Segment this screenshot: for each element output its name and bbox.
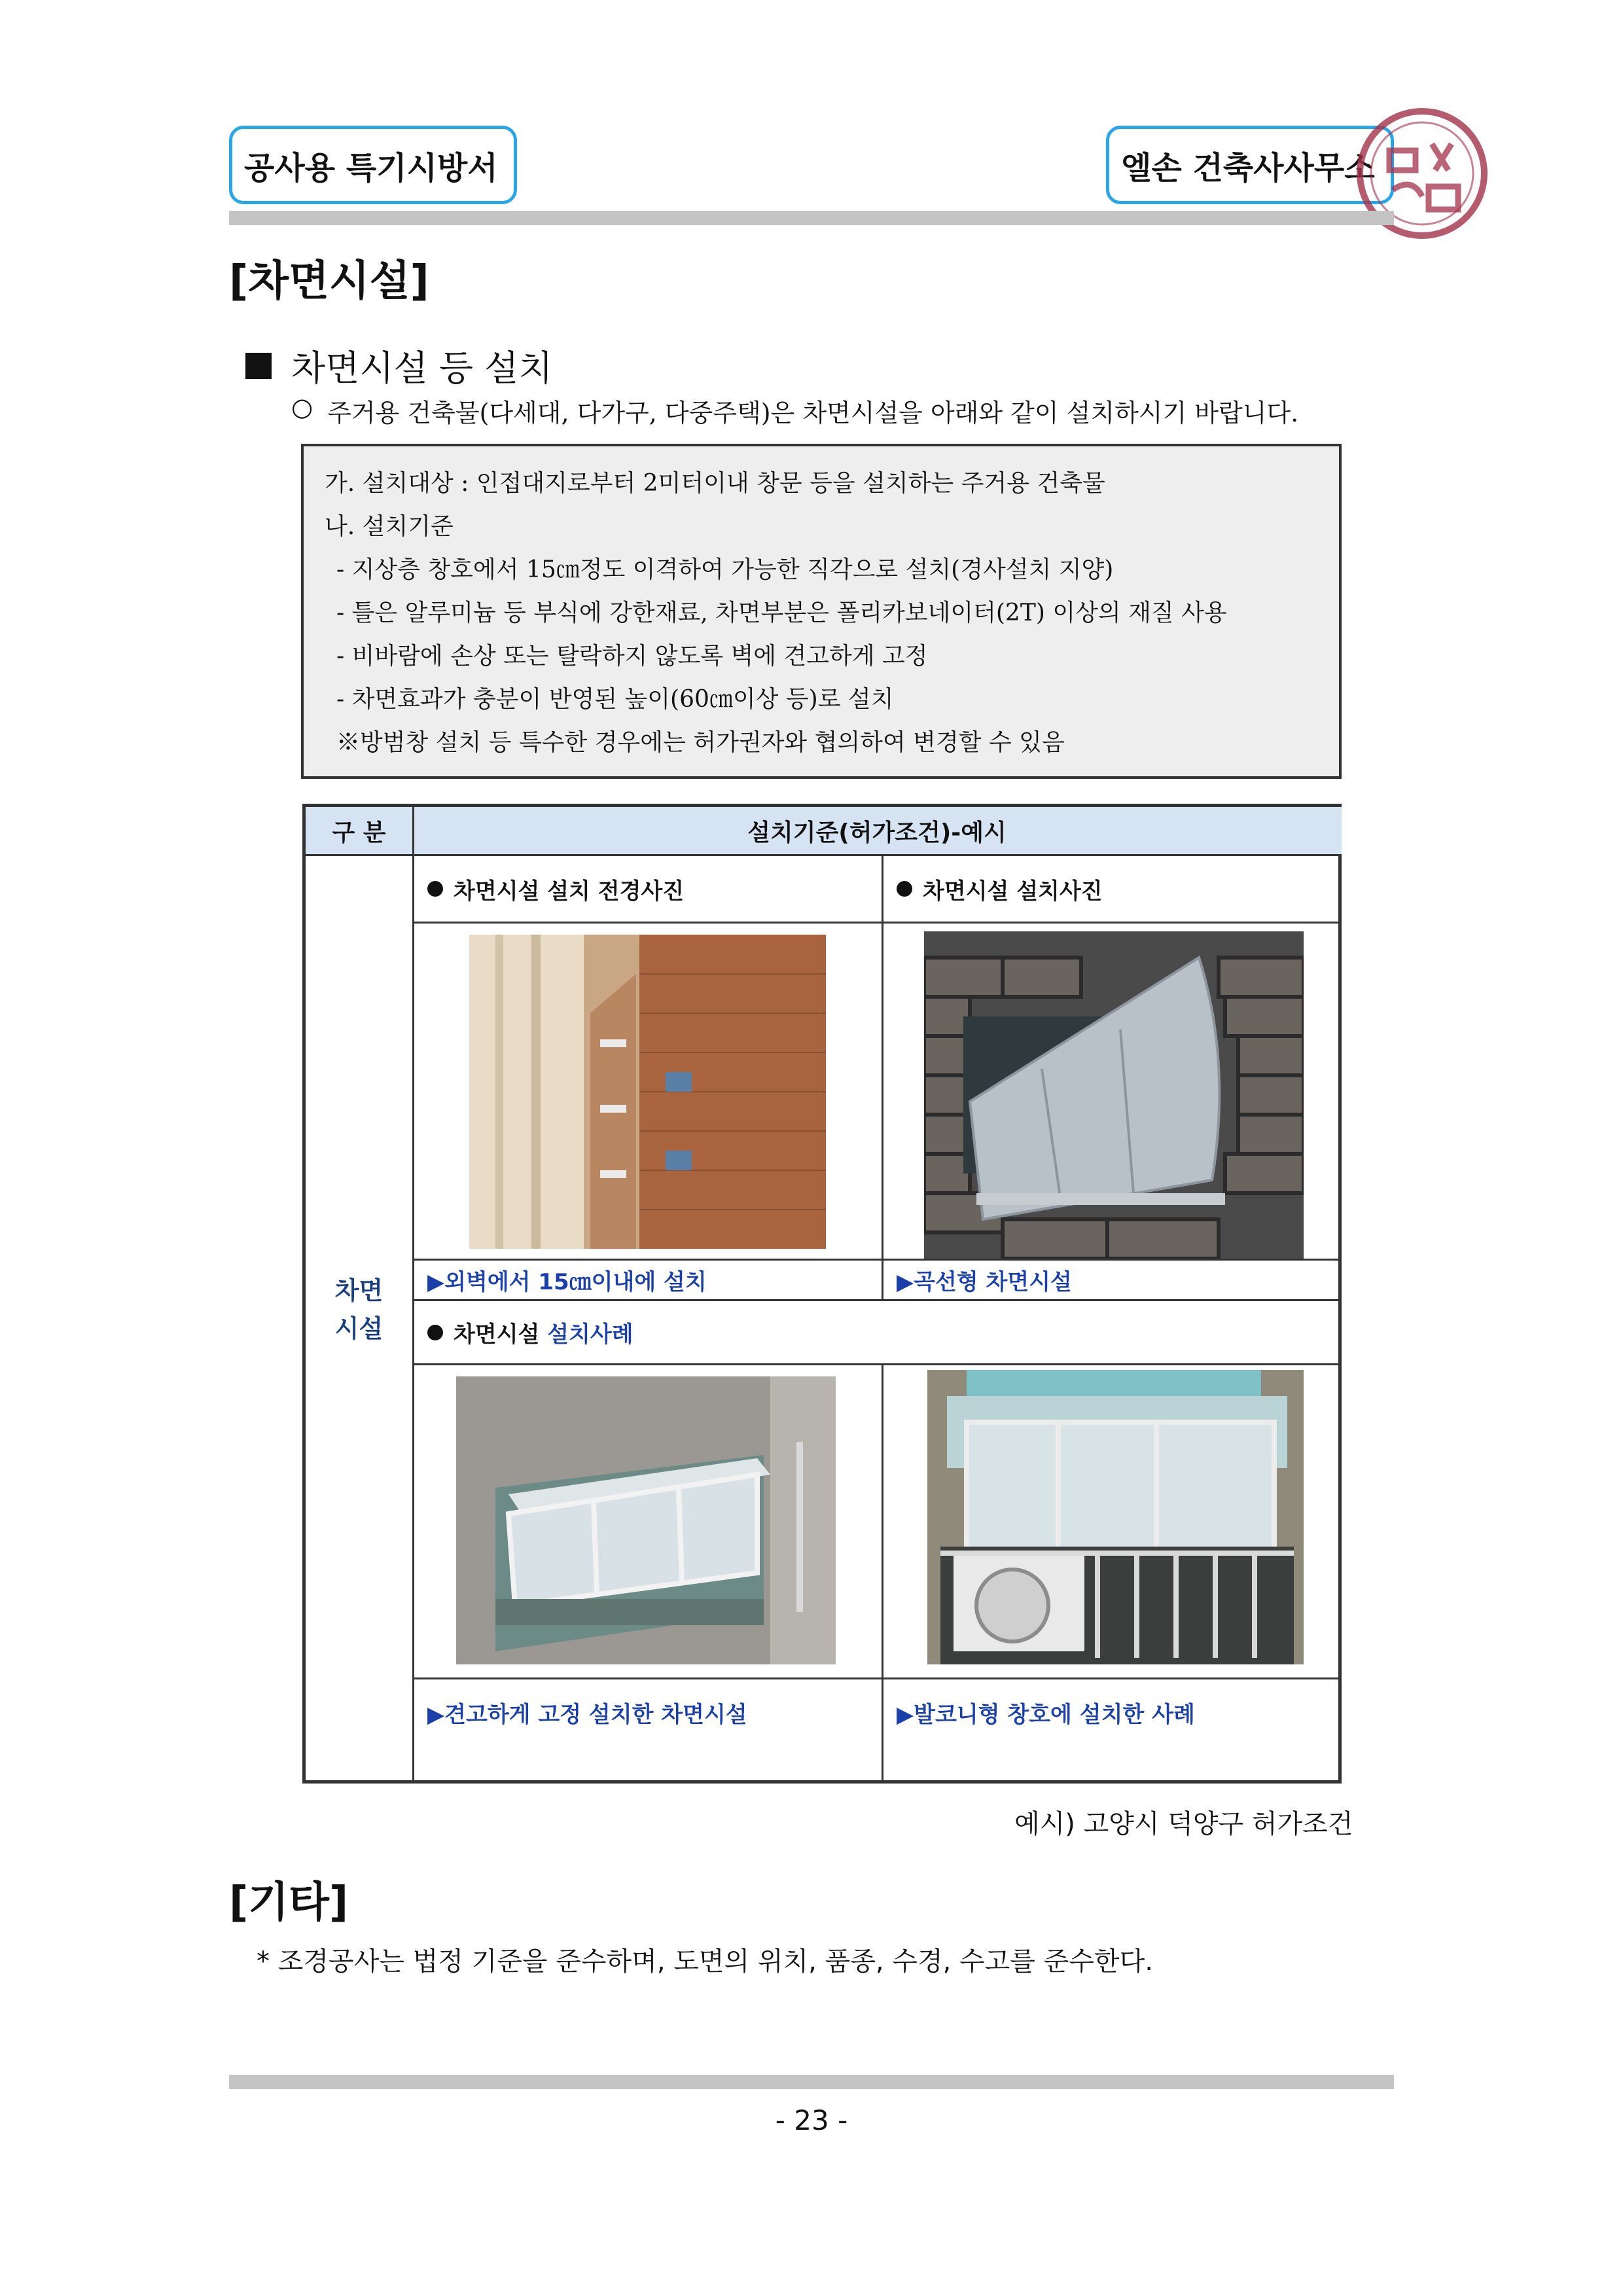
header-left-title-box	[229, 126, 517, 204]
photo-building-gap	[469, 935, 826, 1249]
criteria-line: - 지상층 창호에서 15㎝정도 이격하여 가능한 직각으로 설치(경사설치 지양)	[336, 556, 1114, 583]
intro-text: 주거용 건축물(다세대, 다가구, 다중주택)은 차면시설을 아래와 같이 설치하시기 바랍니다.	[327, 399, 1299, 427]
page-number: - 23 -	[775, 2104, 848, 2136]
bullet-icon	[897, 881, 912, 897]
caption-photo-1: ▶외벽에서 15㎝이내에 설치	[427, 1269, 707, 1295]
subheading-text: 차면시설 등 설치	[291, 348, 553, 389]
office-name: 엘손 건축사사무소	[1121, 149, 1375, 187]
caption-photo-2: ▶곡선형 차면시설	[897, 1269, 1072, 1295]
caption-photo-3: ▶견고하게 고정 설치한 차면시설	[427, 1701, 747, 1728]
installation-table	[302, 804, 1342, 1784]
table-rule	[412, 1363, 1338, 1365]
row-label-line: 시설	[334, 1314, 383, 1343]
landscaping-note: * 조경공사는 법정 기준을 준수하며, 도면의 위치, 품종, 수경, 수고를 준수한다.	[257, 1946, 1153, 1977]
cases-header-part: 설치사례	[547, 1321, 633, 1348]
criteria-note: ※방범창 설치 등 특수한 경우에는 허가권자와 협의하여 변경할 수 있음	[336, 729, 1065, 756]
cases-header-text	[454, 1316, 633, 1348]
criteria-line: - 비바람에 손상 또는 탈락하지 않도록 벽에 견고하게 고정	[336, 643, 928, 670]
criteria-box	[301, 444, 1342, 779]
photo-balcony-screen	[927, 1370, 1304, 1664]
subheading	[245, 340, 552, 391]
circle-bullet: ○	[291, 393, 313, 422]
row-label-line: 차면	[334, 1276, 383, 1305]
bullet-icon	[427, 1325, 443, 1340]
header-right-title-box	[1106, 126, 1394, 204]
document-title: 공사용 특기시방서	[244, 149, 498, 187]
table-rule	[412, 922, 1338, 924]
criteria-line: - 차면효과가 충분이 반영된 높이(60㎝이상 등)로 설치	[336, 686, 894, 713]
criteria-line: 나. 설치기준	[325, 513, 454, 540]
section-title-other: [기타]	[229, 1878, 349, 1927]
section-title: [차면시설]	[229, 257, 429, 306]
photo-header-right	[883, 856, 1338, 922]
photo-curved-screen	[924, 931, 1304, 1259]
criteria-line: - 틀은 알루미늄 등 부식에 강한재료, 차면부분은 폴리카보네이터(2T) 이상의 재질 사용	[336, 600, 1227, 626]
photo-header-left	[414, 856, 882, 922]
table-header-criteria: 설치기준(허가조건)-예시	[412, 807, 1342, 854]
photo-fixed-screen	[456, 1376, 836, 1664]
cases-header	[414, 1301, 1338, 1363]
cases-header-part: 차면시설	[454, 1321, 548, 1348]
example-source-note: 예시) 고양시 덕양구 허가조건	[1014, 1809, 1353, 1839]
table-rule	[882, 854, 883, 1299]
square-bullet-icon	[245, 353, 272, 379]
photo-header-text: 차면시설 설치사진	[923, 878, 1103, 905]
caption-photo-4: ▶발코니형 창호에 설치한 사례	[897, 1701, 1195, 1728]
header-divider	[229, 211, 1394, 225]
intro-line	[291, 393, 1298, 429]
criteria-line: 가. 설치대상 : 인접대지로부터 2미터이내 창문 등을 설치하는 주거용 건축물	[325, 470, 1105, 497]
row-label	[306, 1272, 412, 1348]
bullet-icon	[427, 881, 443, 897]
table-header-category: 구 분	[306, 807, 412, 854]
footer-divider	[229, 2075, 1394, 2089]
photo-header-text: 차면시설 설치 전경사진	[454, 878, 685, 905]
